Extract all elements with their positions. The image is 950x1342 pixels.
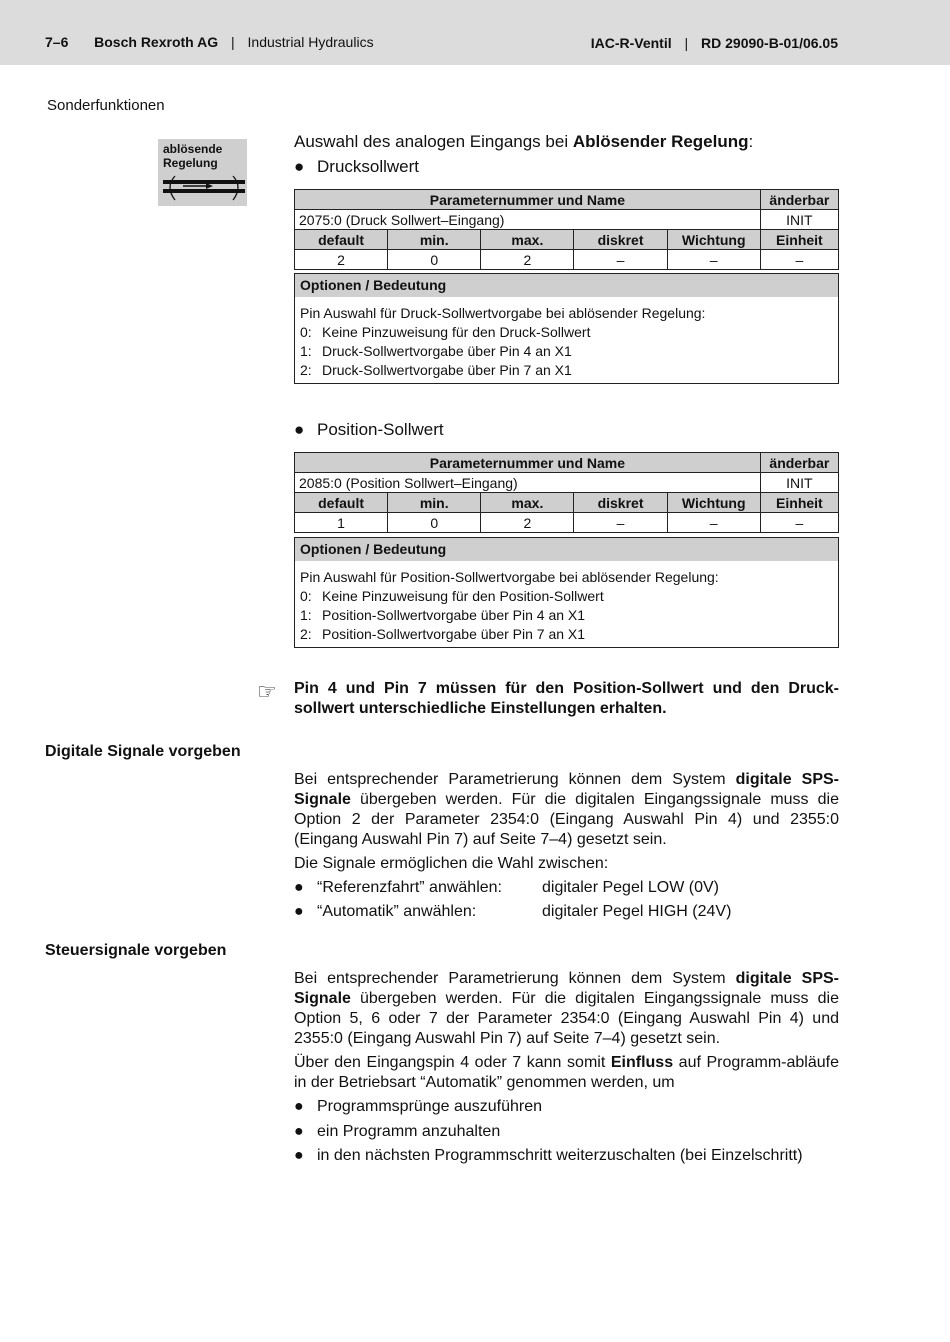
param-header-change: änderbar [760, 453, 838, 473]
val-einheit: – [760, 250, 838, 270]
param-name: 2085:0 (Position Sollwert–Eingang) [295, 473, 761, 493]
note-text: Pin 4 und Pin 7 müssen für den Position-Sollwert und den Druck-sollwert unterschiedliche Einstellungen erhalten. [294, 680, 839, 717]
page-header [0, 0, 950, 65]
options-box-2085 [294, 537, 839, 648]
col-einheit: Einheit [760, 493, 838, 513]
digital-paragraph-1: Bei entsprechender Parametrierung können dem System digitale SPS-Signale übergeben werden. Für die digitalen Eingangssignale muss die Option 2 der Parameter 2354:0 (Eingang Auswahl Pin 4) und 2355:0 (Eingang Auswahl Pin 7) auf Seite 7–4) gesetzt sein. [294, 771, 840, 848]
product-name: IAC-R-Ventil [590, 35, 672, 51]
param-table-2085 [294, 452, 839, 533]
val-max: 2 [481, 250, 574, 270]
val-default: 1 [295, 513, 388, 533]
option-item: 2: Position-Sollwertvorgabe über Pin 7 an X1 [300, 626, 586, 642]
val-wichtung: – [667, 250, 760, 270]
heading-control: Steuersignale vorgeben [45, 942, 227, 959]
param-header-name: Parameternummer und Name [295, 453, 761, 473]
val-einheit: – [760, 513, 838, 533]
val-diskret: – [574, 250, 667, 270]
badge-line1: ablösende [163, 142, 223, 156]
col-wichtung: Wichtung [667, 493, 760, 513]
param-changeable: INIT [760, 473, 838, 493]
options-intro: Pin Auswahl für Druck-Sollwertvorgabe bei ablösender Regelung: [300, 305, 706, 321]
col-wichtung: Wichtung [667, 230, 760, 250]
col-min: min. [388, 493, 481, 513]
option-item: 2: Druck-Sollwertvorgabe über Pin 7 an X1 [300, 362, 572, 378]
col-diskret: diskret [574, 493, 667, 513]
intro-text: Auswahl des analogen Eingangs bei Ablösender Regelung: [294, 132, 754, 151]
page-number: 7–6 [45, 34, 69, 50]
col-default: default [295, 230, 388, 250]
col-max: max. [481, 230, 574, 250]
option-item: 1: Druck-Sollwertvorgabe über Pin 4 an X1 [300, 343, 572, 359]
param-name: 2075:0 (Druck Sollwert–Eingang) [295, 210, 761, 230]
val-max: 2 [481, 513, 574, 533]
option-item: 0: Keine Pinzuweisung für den Position-Sollwert [300, 588, 604, 604]
param-table-2075 [294, 189, 839, 270]
company-name: Bosch Rexroth AG [94, 34, 219, 50]
heading-digital: Digitale Signale vorgeben [45, 743, 241, 760]
digital-paragraph-2: Die Signale ermöglichen die Wahl zwischen: [294, 855, 609, 872]
col-default: default [295, 493, 388, 513]
col-einheit: Einheit [760, 230, 838, 250]
pointing-hand-icon: ☞ [257, 679, 277, 704]
param-header-name: Parameternummer und Name [295, 190, 761, 210]
division-name: Industrial Hydraulics [247, 34, 374, 50]
col-max: max. [481, 493, 574, 513]
option-item: 1: Position-Sollwertvorgabe über Pin 4 an X1 [300, 607, 586, 623]
control-paragraph-1: Bei entsprechender Parametrierung können dem System digitale SPS-Signale übergeben werden. Für die digitalen Eingangssignale muss die Option 5, 6 oder 7 der Parameter 2354:0 (Eingang Auswahl Pin 4) und 2355:0 (Eingang Auswahl Pin 7) auf Seite 7–4) gesetzt sein. [294, 970, 840, 1047]
val-default: 2 [295, 250, 388, 270]
val-diskret: – [574, 513, 667, 533]
option-item: 0: Keine Pinzuweisung für den Druck-Sollwert [300, 324, 591, 340]
col-diskret: diskret [574, 230, 667, 250]
regelung-icon [161, 172, 247, 202]
options-box-2075 [294, 273, 839, 384]
options-header: Optionen / Bedeutung [295, 538, 838, 561]
val-min: 0 [388, 513, 481, 533]
val-wichtung: – [667, 513, 760, 533]
param-changeable: INIT [760, 210, 838, 230]
mode-badge [158, 139, 247, 206]
document-id: RD 29090-B-01/06.05 [701, 35, 838, 51]
header-right: IAC-R-Ventil | RD 29090-B-01/06.05 [590, 35, 838, 51]
badge-line2: Regelung [163, 156, 218, 170]
val-min: 0 [388, 250, 481, 270]
options-intro: Pin Auswahl für Position-Sollwertvorgabe bei ablösender Regelung: [300, 569, 719, 585]
col-min: min. [388, 230, 481, 250]
section-label: Sonderfunktionen [47, 97, 165, 114]
options-header: Optionen / Bedeutung [295, 274, 838, 297]
control-paragraph-2: Über den Eingangspin 4 oder 7 kann somit Einfluss auf Programm-abläufe in der Betriebsart “Automatik” genommen werden, um [294, 1054, 840, 1091]
param-header-change: änderbar [760, 190, 838, 210]
header-left: 7–6 Bosch Rexroth AG | Industrial Hydraulics [45, 34, 374, 50]
